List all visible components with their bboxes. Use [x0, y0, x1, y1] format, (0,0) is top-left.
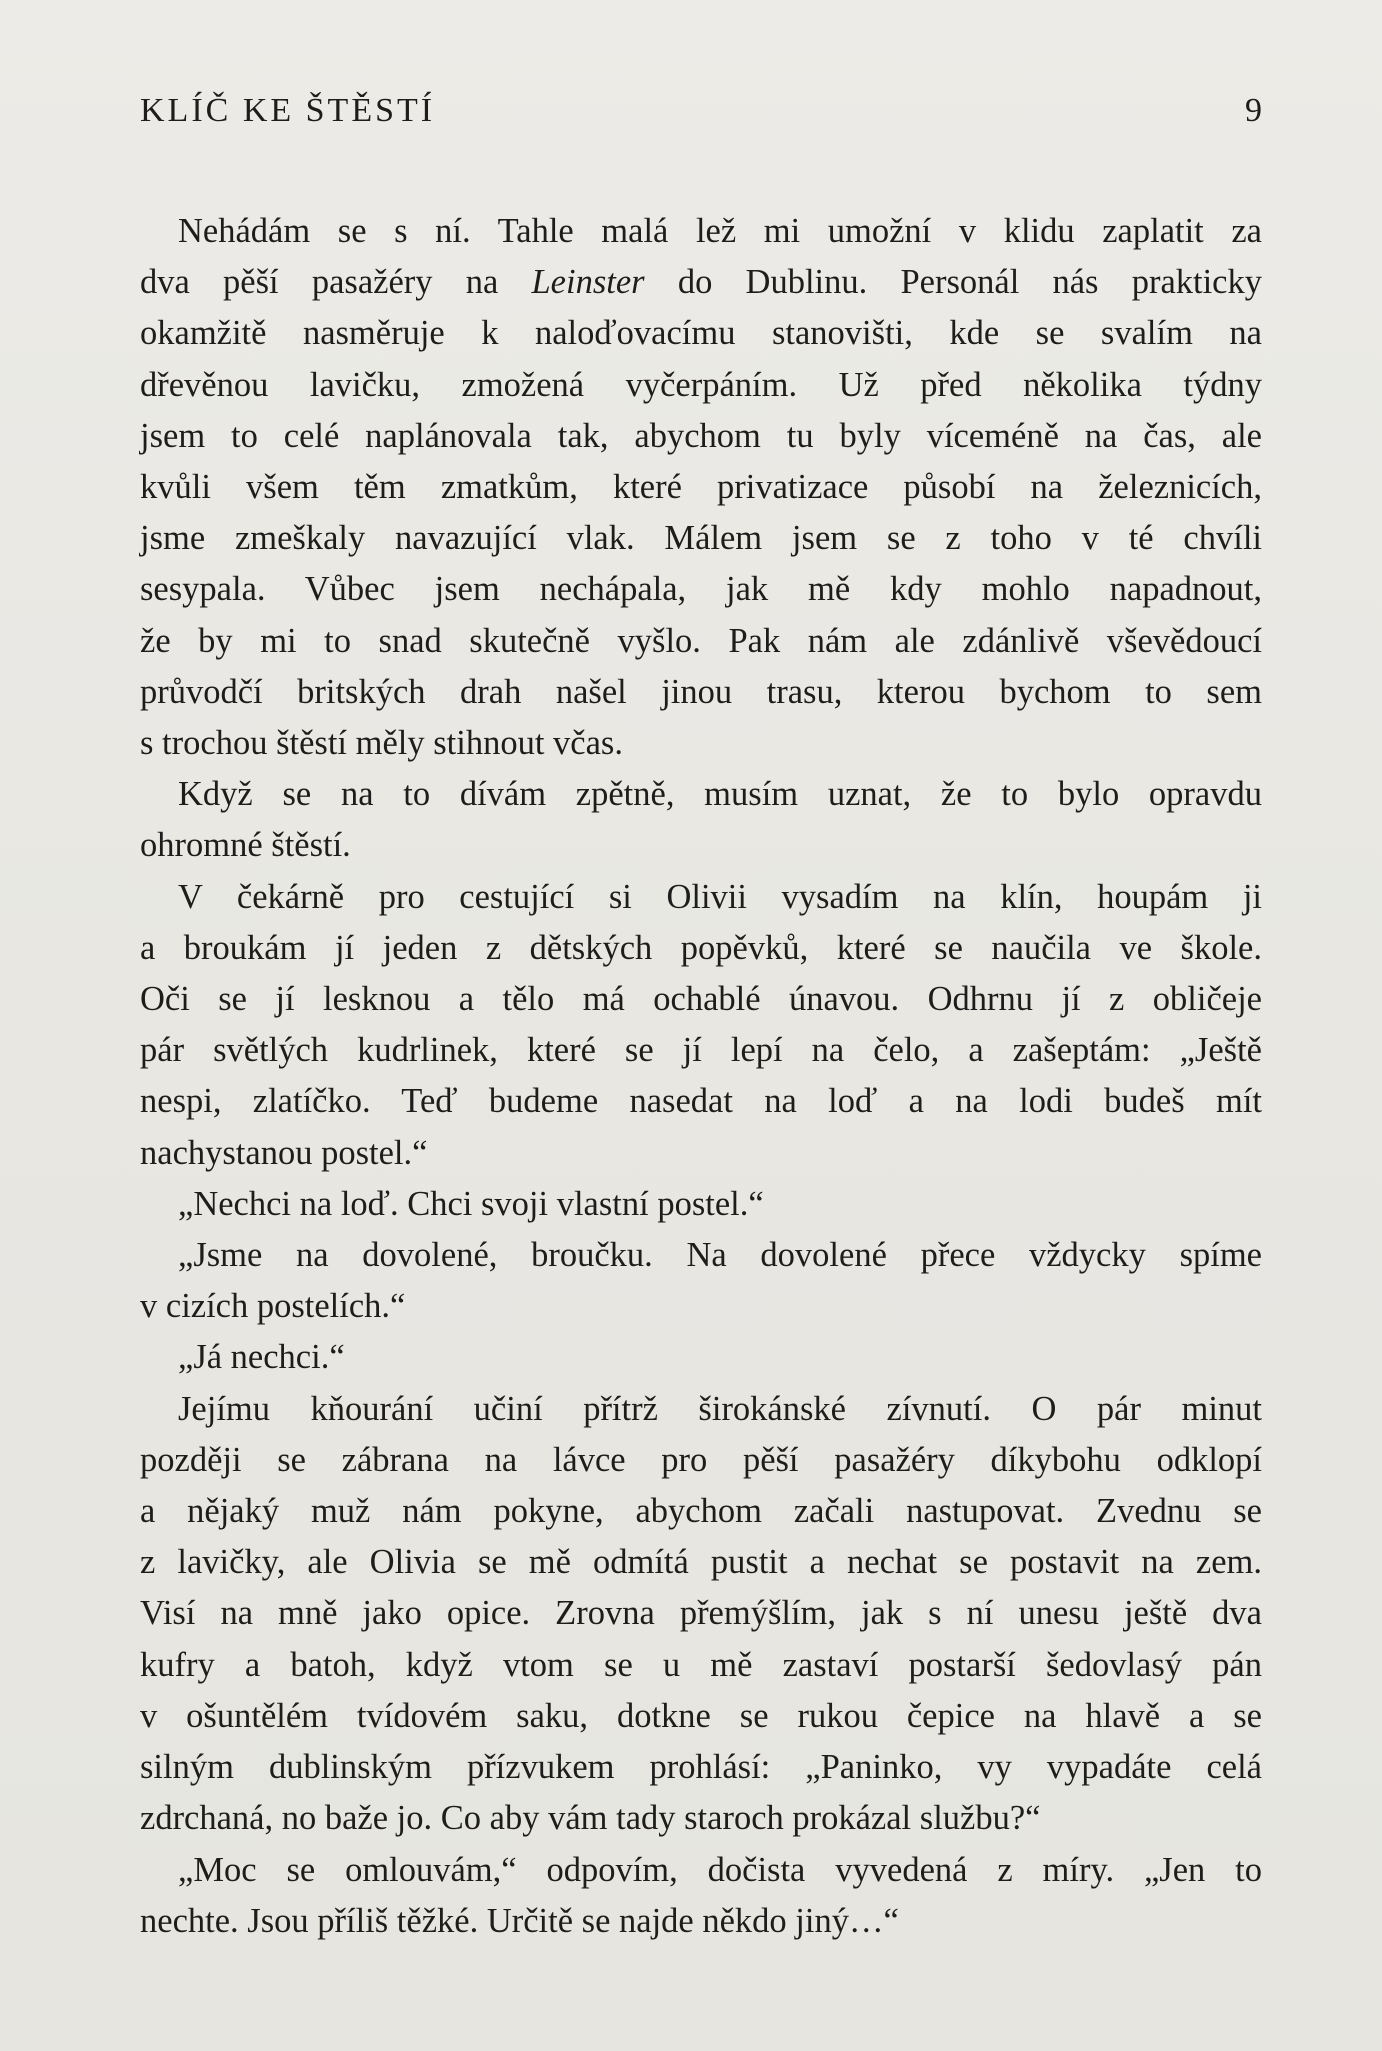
text-line: a broukám jí jeden z dětských popěvků, které se naučila ve škole.	[140, 928, 1262, 967]
text-line: Visí na mně jako opice. Zrovna přemýšlím, jak s ní unesu ještě dva	[140, 1594, 1262, 1633]
text-line: „Moc se omlouvám,“ odpovím, dočista vyvedená z míry. „Jen to	[178, 1850, 1262, 1889]
paragraph	[140, 1230, 1262, 1332]
ship-name: Leinster	[531, 263, 645, 302]
text-line: silným dublinským přízvukem prohlásí: „Paninko, vy vypadáte celá	[140, 1748, 1262, 1787]
text-line: „Já nechci.“	[178, 1338, 345, 1377]
running-head	[140, 86, 1262, 136]
paragraph	[140, 1179, 1262, 1230]
text-line: průvodčí britských drah našel jinou trasu, kterou bychom to sem	[140, 672, 1262, 711]
text-line: okamžitě nasměruje k naloďovacímu stanovišti, kde se svalím na	[140, 314, 1262, 353]
body-text	[140, 206, 1262, 1947]
text-line: že by mi to snad skutečně vyšlo. Pak nám ale zdánlivě vševědoucí	[140, 621, 1262, 660]
text-line: pár světlých kudrlinek, které se jí lepí na čelo, a zašeptám: „Ještě	[140, 1031, 1262, 1070]
paragraph	[140, 1332, 1262, 1383]
text-line: ohromné štěstí.	[140, 826, 351, 865]
text-line: nachystanou postel.“	[140, 1133, 428, 1172]
paragraph	[140, 1384, 1262, 1845]
text-line: Oči se jí lesknou a tělo má ochablé únavou. Odhrnu jí z obličeje	[140, 980, 1262, 1019]
text-line: kvůli všem těm zmatkům, které privatizace působí na železnicích,	[140, 468, 1262, 507]
text-line: V čekárně pro cestující si Olivii vysadím na klín, houpám ji	[178, 877, 1262, 916]
page-number: 9	[1245, 92, 1262, 129]
text-line: Nehádám se s ní. Tahle malá lež mi umožní v klidu zaplatit za	[178, 212, 1262, 250]
paragraph	[140, 206, 1262, 769]
text-line: dva pěší pasažéry na Leinster do Dublinu. Personál nás prakticky	[140, 263, 1262, 302]
text-line: a nějaký muž nám pokyne, abychom začali nastupovat. Zvednu se	[140, 1492, 1262, 1531]
text-line: nechte. Jsou příliš těžké. Určitě se najde někdo jiný…“	[140, 1901, 899, 1940]
paragraph	[140, 1845, 1262, 1947]
text-line: kufry a batoh, když vtom se u mě zastaví postarší šedovlasý pán	[140, 1645, 1262, 1684]
text-line: jsme zmeškaly navazující vlak. Málem jsem se z toho v té chvíli	[140, 519, 1262, 558]
text-line: s trochou štěstí měly stihnout včas.	[140, 724, 623, 763]
text-line: zdrchaná, no baže jo. Co aby vám tady staroch prokázal službu?“	[140, 1799, 1041, 1838]
paragraph	[140, 769, 1262, 871]
running-title: KLÍČ KE ŠTĚSTÍ	[140, 92, 436, 129]
text-line: „Jsme na dovolené, broučku. Na dovolené přece vždycky spíme	[178, 1236, 1262, 1275]
text-line: v ošuntělém tvídovém saku, dotkne se rukou čepice na hlavě a se	[140, 1696, 1262, 1735]
text-line: sesypala. Vůbec jsem nechápala, jak mě kdy mohlo napadnout,	[140, 570, 1262, 609]
text-line: z lavičky, ale Olivia se mě odmítá pustit a nechat se postavit na zem.	[140, 1543, 1262, 1582]
paragraph	[140, 872, 1262, 1179]
text-line: v cizích postelích.“	[140, 1287, 406, 1326]
text-line: Když se na to dívám zpětně, musím uznat, že to bylo opravdu	[178, 775, 1262, 814]
text-line: „Nechci na loď. Chci svoji vlastní postel.“	[178, 1184, 764, 1223]
text-line: dřevěnou lavičku, zmožená vyčerpáním. Už před několika týdny	[140, 365, 1262, 404]
text-line: později se zábrana na lávce pro pěší pasažéry díkybohu odklopí	[140, 1440, 1262, 1479]
text-line: Jejímu kňourání učiní přítrž širokánské zívnutí. O pár minut	[178, 1389, 1262, 1428]
text-line: nespi, zlatíčko. Teď budeme nasedat na loď a na lodi budeš mít	[140, 1082, 1262, 1121]
text-line: jsem to celé naplánovala tak, abychom tu byly víceméně na čas, ale	[140, 416, 1262, 455]
